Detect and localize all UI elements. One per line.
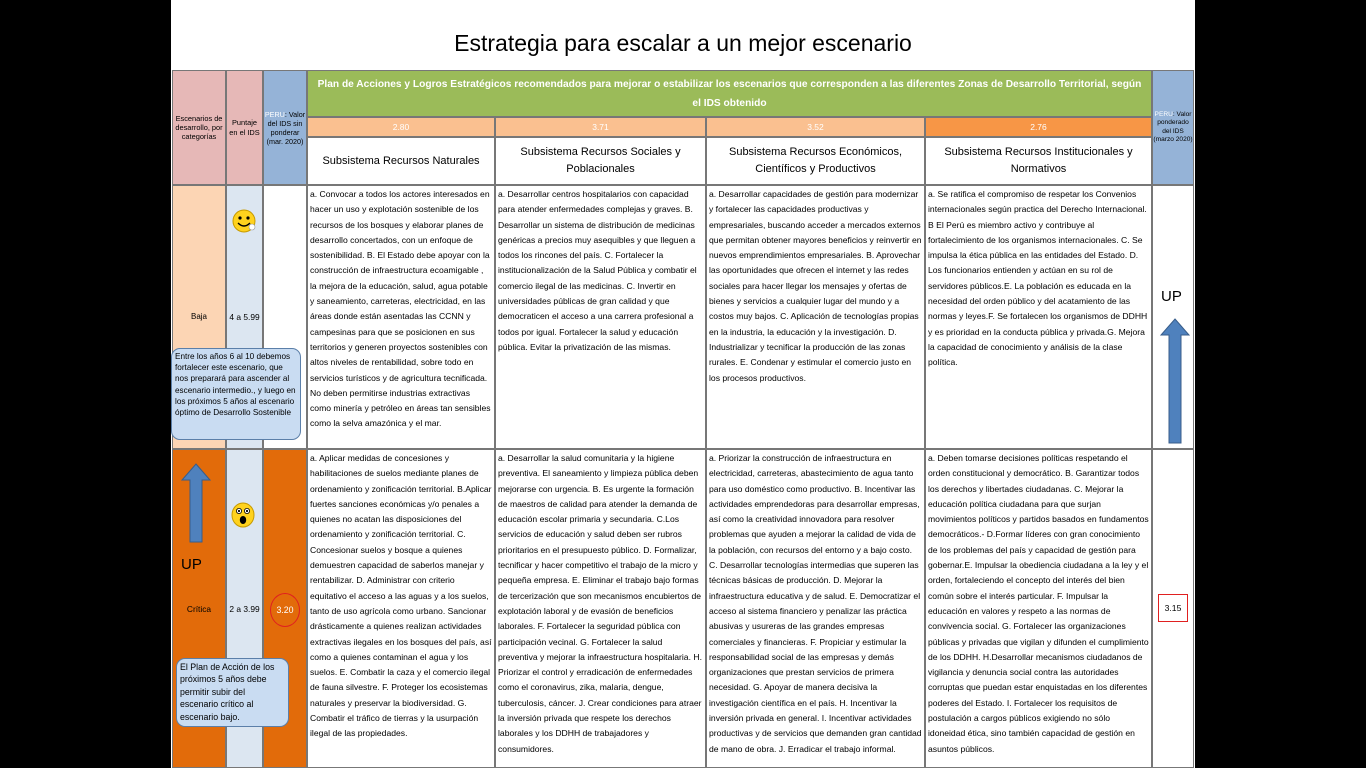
header-ids-unweighted [263, 70, 307, 185]
subsystem-name-4-label: Subsistema Recursos Institucionales y Normativos [944, 146, 1133, 175]
header-ids-unweighted-label: : Valor del IDS sin ponderar (mar. 2020) [266, 109, 306, 146]
smiley-face-icon [231, 208, 257, 234]
subsystem-name-3-label: Subsistema Recursos Económicos, Científicos y Productivos [728, 146, 902, 175]
subsystem-score-2 [495, 117, 706, 137]
header-plan-label: Plan de Acciones y Logros Estratégicos recomendados para mejorar o estabilizar los escenarios que corresponden a las diferentes Zonas de Desarrollo Territorial, según el IDS obtenido [317, 78, 1142, 109]
subsystem-name-4 [925, 137, 1152, 185]
plan-critica-institutional: a. Deben tomarse decisiones políticas respetando el orden constitucional y democrático. B. Garantizar todos los derechos y libertades ciudadanas. C. Mejorar la educación política ciudadana para que surjan movimientos políticos y partidos basados en fundamentos democráticos.- D.Formar líderes con gran conocimiento de los problemas del país y capacidad de gestión para gobernar.E. Impulsar la obediencia ciudadana a la ley y el orden, fortaleciendo el concepto del interés del bien común sobre el interés particular. F. Impulsar la educación en valores y respeto a las normas de convivencia social. G. Fortalecer las organizaciones públicas y privadas que vigilan y difunden el cumplimiento de los DDHH. H.Desarrollar mecanismos ciudadanos de vigilancia y denuncia social contra las autoridades corruptas que puedan estar enquistadas en los diferentes poderes del Estado. I. Fortalecer los requisitos de postulación a cargos públicos exigiendo no sólo idoneidad ética, sino también capacidad de gestión en asuntos públicos. [925, 449, 1152, 768]
page-title: Estrategia para escalar a un mejor escenario [454, 30, 912, 56]
callout-baja: Entre los años 6 al 10 debemos fortalecer este escenario, que nos preparará para ascender al escenario intermedio., y luego en los próximos 5 años al escenario óptimo de Desarrollo Sostenible [171, 348, 301, 440]
scenario-critica-label: Crítica [186, 604, 212, 614]
ids-value-critica: 3.20 [270, 593, 300, 627]
header-score-label: Puntaje en el IDS [229, 118, 260, 137]
subsystem-score-1-value: 2.80 [392, 121, 410, 132]
subsystem-name-2 [495, 137, 706, 185]
header-scenarios [172, 70, 226, 185]
weighted-value-critica: 3.15 [1158, 594, 1188, 622]
surprised-face-icon [231, 502, 255, 528]
up-label-right: UP [1161, 288, 1182, 305]
subsystem-score-1 [307, 117, 495, 137]
plan-baja-natural: a. Convocar a todos los actores interesados en hacer un uso y explotación sostenible de los recursos de los bosques y elaborar planes de desarrollo concertados, con un enfoque de sostenibilidad. B. El Estado debe apoyar con la construcción de infraestructura ecoamigable , la mejora de la educación, salud, agua potable y saneamiento, carreteras, electricidad, en las áreas donde están asentadas las CCNN y campesinas para que se posicionen en sus territorios y generen proyectos sostenibles con altos niveles de rentabilidad, sobre todo en servicios turísticos y de agricultura tecnificada. No deben permitirse industrias extractivas como minería y petróleo en áreas tan sensibles como la selva amazónica y el mar. [307, 185, 495, 449]
plan-baja-economic: a. Desarrollar capacidades de gestión para modernizar y fortalecer las capacidades productivas y empresariales, buscando acceder a mercados externos que permitan obtener mayores beneficios y reinvertir en nuevos emprendimientos empresariales. B. Aprovechar las oportunidades que ofrecen el internet y las redes sociales para hacer llegar los mensajes y ofertas de bienes y servicios a cualquier lugar del mundo y a costos muy bajos. C. Aplicación de tecnologías propias en la industria, la educación y la investigación. D. Industrializar y tecnificar la producción de las zonas rurales. E. Condenar y estimular el comercio justo en los procesos productivos. [706, 185, 925, 449]
plan-critica-natural: a. Aplicar medidas de concesiones y habilitaciones de suelos mediante planes de ordenamiento y zonificación territorial. B.Aplicar fuertes sanciones económicas y/o penales a quienes no acatan las disposiciones del ordenamiento y zonificación territorial. C. Concesionar suelos y bosque a quienes demuestren capacidad de saberlos manejar y rentabilizar. D. Administrar con criterio equitativo el acceso a las aguas y a los suelos, tanto de uso agrícola como urbano. Sancionar drásticamente a quienes realizan actividades extractivas ilegales en los bosques del país, así como a quienes contaminan el agua y los suelos. E. Combatir la caza y el comercio ilegal de fauna silvestre. F. Proteger los ecosistemas naturales y preservar la biodiversidad. G. Combatir el tráfico de tierras y la usurpación ilegal de las propiedades. [307, 449, 495, 768]
slide [171, 0, 1195, 768]
up-label-left: UP [181, 556, 202, 573]
up-arrow-icon [181, 463, 211, 543]
plan-critica-economic: a. Priorizar la construcción de infraestructura en electricidad, carreteras, abastecimiento de agua tanto para uso doméstico como productivo. B. Incentivar las actividades emprendedoras para desarrollar empresas, así como la creatividad innovadora para resolver problemas que ayuden a mejorar la calidad de vida de la población, con recursos del entorno y a bajo costo. C. Desarrollar tecnologías intermedias que superen las técnicas básicas de producción. D. Mejorar la infraestructura educativa y de salud. E. Democratizar el acceso al sistema financiero y penalizar las práctica abusivas y usureras de las grandes empresas comerciales y financieras. F. Propiciar y estimular la responsabilidad social de las empresas y demás organizaciones que prestan servicios de primera necesidad. G. Apoyar de manera decisiva la investigación científica en el país. H. Incentivar la inversión privada en general. I. Incentivar actividades productivas y de servicios que demanden gran cantidad de mano de obra. J. Erradicar el trabajo informal. [706, 449, 925, 768]
header-ids-weighted-prefix: PERU [1154, 111, 1173, 119]
header-ids-weighted [1152, 70, 1194, 185]
ids-weighted-critica [1152, 449, 1194, 768]
subsystem-name-3 [706, 137, 925, 185]
header-scenarios-label: Escenarios de desarrollo, por categorías [175, 113, 223, 142]
score-range-baja-value: 4 a 5.99 [229, 312, 260, 322]
subsystem-score-4 [925, 117, 1152, 137]
callout-critica: El Plan de Acción de los próximos 5 años debe permitir subir del escenario crítico al escenario bajo. [176, 658, 289, 727]
header-score [226, 70, 263, 185]
up-arrow-icon [1160, 318, 1190, 444]
subsystem-score-3 [706, 117, 925, 137]
plan-critica-social: a. Desarrollar la salud comunitaria y la higiene preventiva. El saneamiento y limpieza pública deben mejorarse con urgencia. B. Es urgente la formación de maestros de calidad para atender la demanda de educación escolar primaria y secundaria. C.Los servicios de educación y salud deben ser rubros prioritarios en el presupuesto público. D. Formalizar, tecnificar y hacer competitivo el trabajo de la micro y pequeña empresa. E. Eliminar el trabajo bajo formas de tercerización que son mecanismos encubiertos de explotación laboral y de evasión de beneficios laborales. F. Fortalecer la seguridad pública con participación vecinal. G. Fortalecer la salud preventiva y mejorar la infraestructura hospitalaria. H. Priorizar el control y erradicación de enfermedades como el coronavirus, zika, malaria, dengue, tuberculosis, cáncer. J. Crear condiciones para atraer la inversión privada que respete los derechos laborales y los DDHH de trabajadores y consumidores. [495, 449, 706, 768]
header-ids-unweighted-prefix: PERU [264, 109, 285, 119]
plan-baja-institutional: a. Se ratifica el compromiso de respetar los Convenios internacionales según practica del Derecho Internacional. B El Perú es miembro activo y contribuye al fortalecimiento de los organismos internacionales. C. Se impulsa la ética pública en las entidades del Estado. D. Los funcionarios entienden y actúan en su rol de servidores públicos.E. La población es educada en la necesidad del orden público y del acatamiento de las normas y leyes.F. Se fortalecen los organismos de DDHH y es prioridad en la conducta pública y privada.G. Mejora la capacidad de conocimiento y análisis de la clase política. [925, 185, 1152, 449]
subsystem-name-1 [307, 137, 495, 185]
header-plan [307, 70, 1152, 117]
scenario-baja-label: Baja [190, 312, 207, 321]
subsystem-name-2-label: Subsistema Recursos Sociales y Poblacionales [520, 146, 681, 175]
subsystem-score-2-value: 3.71 [592, 121, 609, 132]
subsystem-score-4-value: 2.76 [1030, 121, 1047, 132]
subsystem-name-1-label: Subsistema Recursos Naturales [322, 154, 480, 167]
score-range-critica-value: 2 a 3.99 [229, 604, 260, 614]
header-ids-weighted-label: : Valor ponderado del IDS (marzo 2020) [1153, 111, 1193, 143]
plan-baja-social: a. Desarrollar centros hospitalarios con capacidad para atender enfermedades complejas y graves. B. Desarrollar un sistema de distribución de medicinas genéricas a precios muy asequibles y que lleguen a todos los rincones del país. C. Fortalecer la institucionalización de la Salud Pública y combatir el comercio ilegal de las medicinas. C. Invertir en universidades públicas de gran calidad y que democraticen el acceso a una carrera profesional a todos por igual. Fortalecer la salud y educación pública. Evitar la privatización de las mismas. [495, 185, 706, 449]
subsystem-score-3-value: 3.52 [807, 121, 824, 132]
